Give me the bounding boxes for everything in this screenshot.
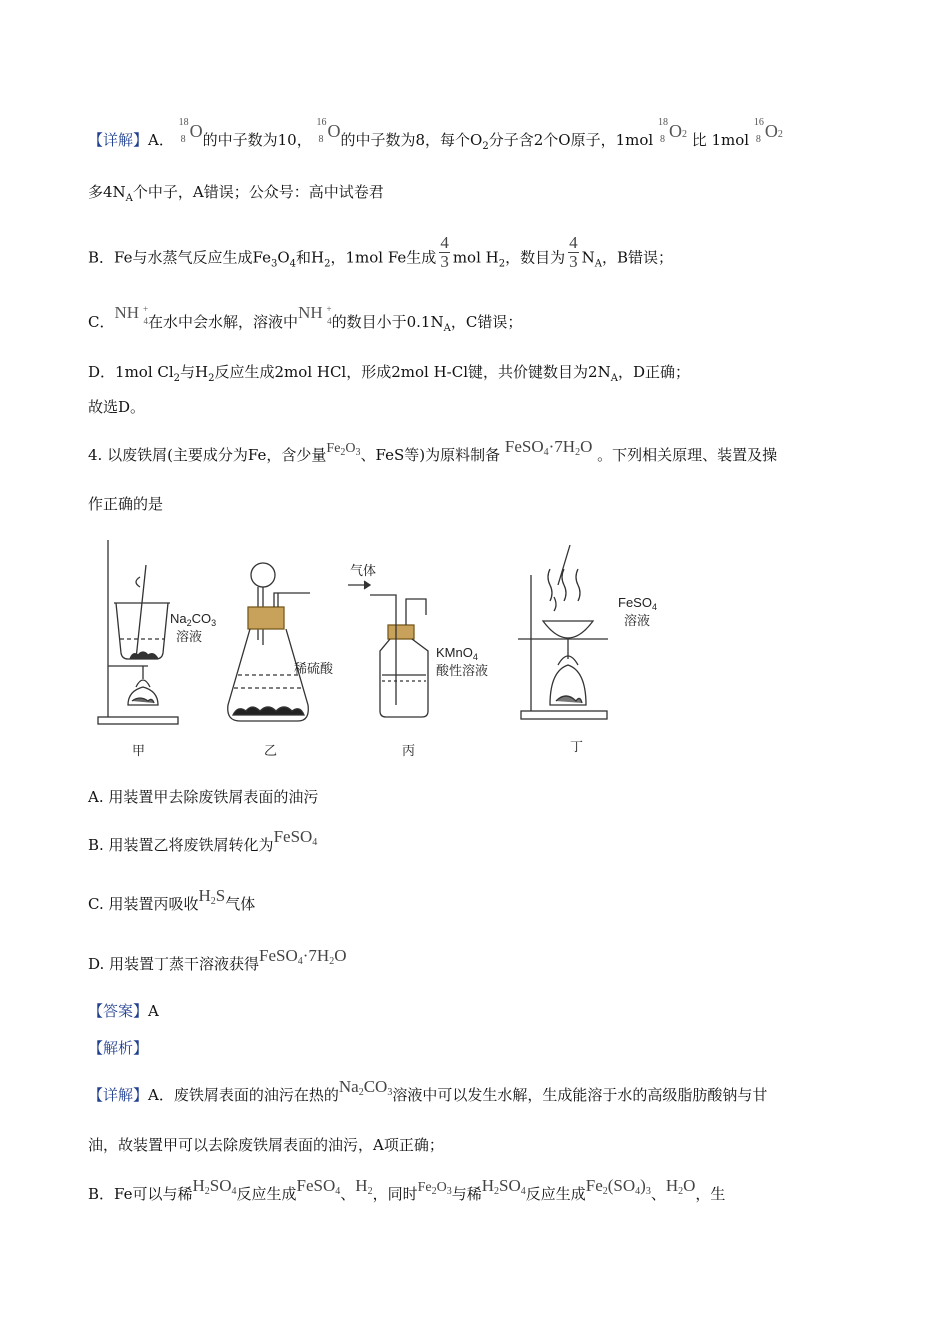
isotope-18O: 18 8 O [178, 117, 203, 145]
detail2-line-a: 【详解】A．废铁屑表面的油污在热的$Na_2CO_3$溶液中可以发生水解，生成能溶于水的高级脂肪酸钠与甘 [88, 1077, 768, 1104]
svg-text:Na2CO3: $Na_2CO_3$ [170, 611, 217, 628]
apparatus-bing [348, 581, 428, 717]
svg-text:气体: 气体 [350, 563, 377, 578]
svg-text:KMnO4: KMnO$_4$ [436, 645, 478, 662]
svg-text:酸性溶液: 酸性溶液 [436, 663, 489, 678]
detail2-line-b: B．Fe可以与稀$H_2SO_4$反应生成FeSO$_4$、$H_2$，同时$Fe_2O_3$与稀$H_2SO_4$反应生成$Fe_2(SO_4)_3$、$H_2O$，生 [88, 1176, 726, 1203]
option-d: D. 用装置丁蒸干溶液获得$FeSO_4\cdot 7H_2O$ [88, 946, 347, 973]
formula-h2: $H_2$ [355, 1176, 373, 1197]
option-a: A. 用装置甲去除废铁屑表面的油污 [88, 788, 319, 806]
svg-text:丁: 丁 [570, 739, 584, 754]
detail1-line-b: B．Fe与水蒸气反应生成$Fe_3O_4$和$H_2$，1mol Fe生成 $\frac{4}{3}$ mol $H_2$，数目为 $\frac{4}{3}$ $N_A$，B错误； [88, 233, 673, 271]
svg-text:稀硫酸: 稀硫酸 [294, 661, 334, 676]
option-c: C. 用装置丙吸收$H_2S$气体 [88, 886, 256, 913]
detail1-line-a: 【详解】A． 18 8 O的中子数为10， 16 8 O的中子数为8，每个$O_2$分子含2个O原子，1mol 18 8 O2 比 1mol 16 8 O2 [88, 117, 783, 152]
detail1-line-c: C．NH + 4 在水中会水解，溶液中NH + 4 的数目小于$0.1N_A$，C错误； [88, 303, 523, 334]
formula-h2so4-b: $H_2SO_4$ [481, 1176, 526, 1197]
answer-tag: 【答案】 [88, 1002, 149, 1020]
question-4-stem-cont: 作正确的是 [88, 495, 164, 513]
formula-fe2o3-b: $Fe_2O_3$ [417, 1180, 452, 1197]
ammonium-ion-b: NH + 4 [298, 303, 332, 326]
apparatus-figure [88, 535, 688, 765]
detail1-conclusion: 故选D。 [88, 398, 146, 416]
formula-na2co3: $Na_2CO_3$ [338, 1077, 393, 1098]
isotope-16O: 16 8 O [316, 117, 341, 145]
svg-text:FeSO4: FeSO$_4$ [618, 595, 657, 612]
formula-fe2o3: $Fe_2O_3$ [326, 441, 361, 458]
svg-text:乙: 乙 [264, 743, 278, 758]
formula-h2o: $H_2O$ [665, 1176, 696, 1197]
formula-feso4-c: FeSO$_4$ [296, 1176, 341, 1197]
apparatus-ding [518, 545, 608, 719]
formula-h2s: $H_2S$ [198, 886, 226, 907]
question-4-stem: 4. 以废铁屑(主要成分为Fe，含少量$Fe_2O_3$、FeS等)为原料制备 $FeSO_4\cdot 7H_2O$ 。下列相关原理、装置及操 [88, 437, 778, 464]
fraction-4-3-b: $\frac{4}{3}$ [569, 233, 578, 271]
fraction-4-3: $\frac{4}{3}$ [440, 233, 449, 271]
formula-fe2so43: $Fe_2(SO_4)_3$ [585, 1176, 651, 1197]
answer-value: A [148, 1002, 159, 1020]
ammonium-ion: NH + 4 [114, 303, 149, 326]
svg-text:丙: 丙 [402, 743, 416, 758]
svg-text:甲: 甲 [132, 743, 146, 758]
isotope-16O2: 16 8 O2 [753, 117, 783, 145]
analysis-tag: 【解析】 [88, 1039, 149, 1057]
formula-h2so4: $H_2SO_4$ [192, 1176, 237, 1197]
detail1-line-d: D．1mol $Cl_2$与$H_2$反应生成2mol HCl，形成2mol H-Cl键，共价键数目为$2N_A$，D正确； [88, 363, 690, 384]
isotope-18O2: 18 8 O2 [657, 117, 687, 145]
detail-tag: 【详解】 [88, 131, 149, 149]
svg-text:溶液: 溶液 [624, 613, 651, 628]
option-b: B. 用装置乙将废铁屑转化为FeSO$_4$ [88, 827, 318, 854]
formula-feso4: FeSO$_4$ [273, 827, 318, 848]
formula-feso4-7h2o: $FeSO_4\cdot 7H_2O$ [504, 437, 593, 458]
apparatus-yi [228, 563, 310, 721]
formula-feso4-7h2o-b: $FeSO_4\cdot 7H_2O$ [259, 946, 347, 967]
detail2-line-a-cont: 油，故装置甲可以去除废铁屑表面的油污，A项正确； [88, 1136, 444, 1154]
answer-line [88, 1000, 159, 1022]
apparatus-jia [98, 540, 178, 724]
svg-text:溶液: 溶液 [176, 629, 203, 644]
detail1-line-a-cont: 多$4N_A$个中子，A错误；公众号：高中试卷君 [88, 183, 384, 204]
